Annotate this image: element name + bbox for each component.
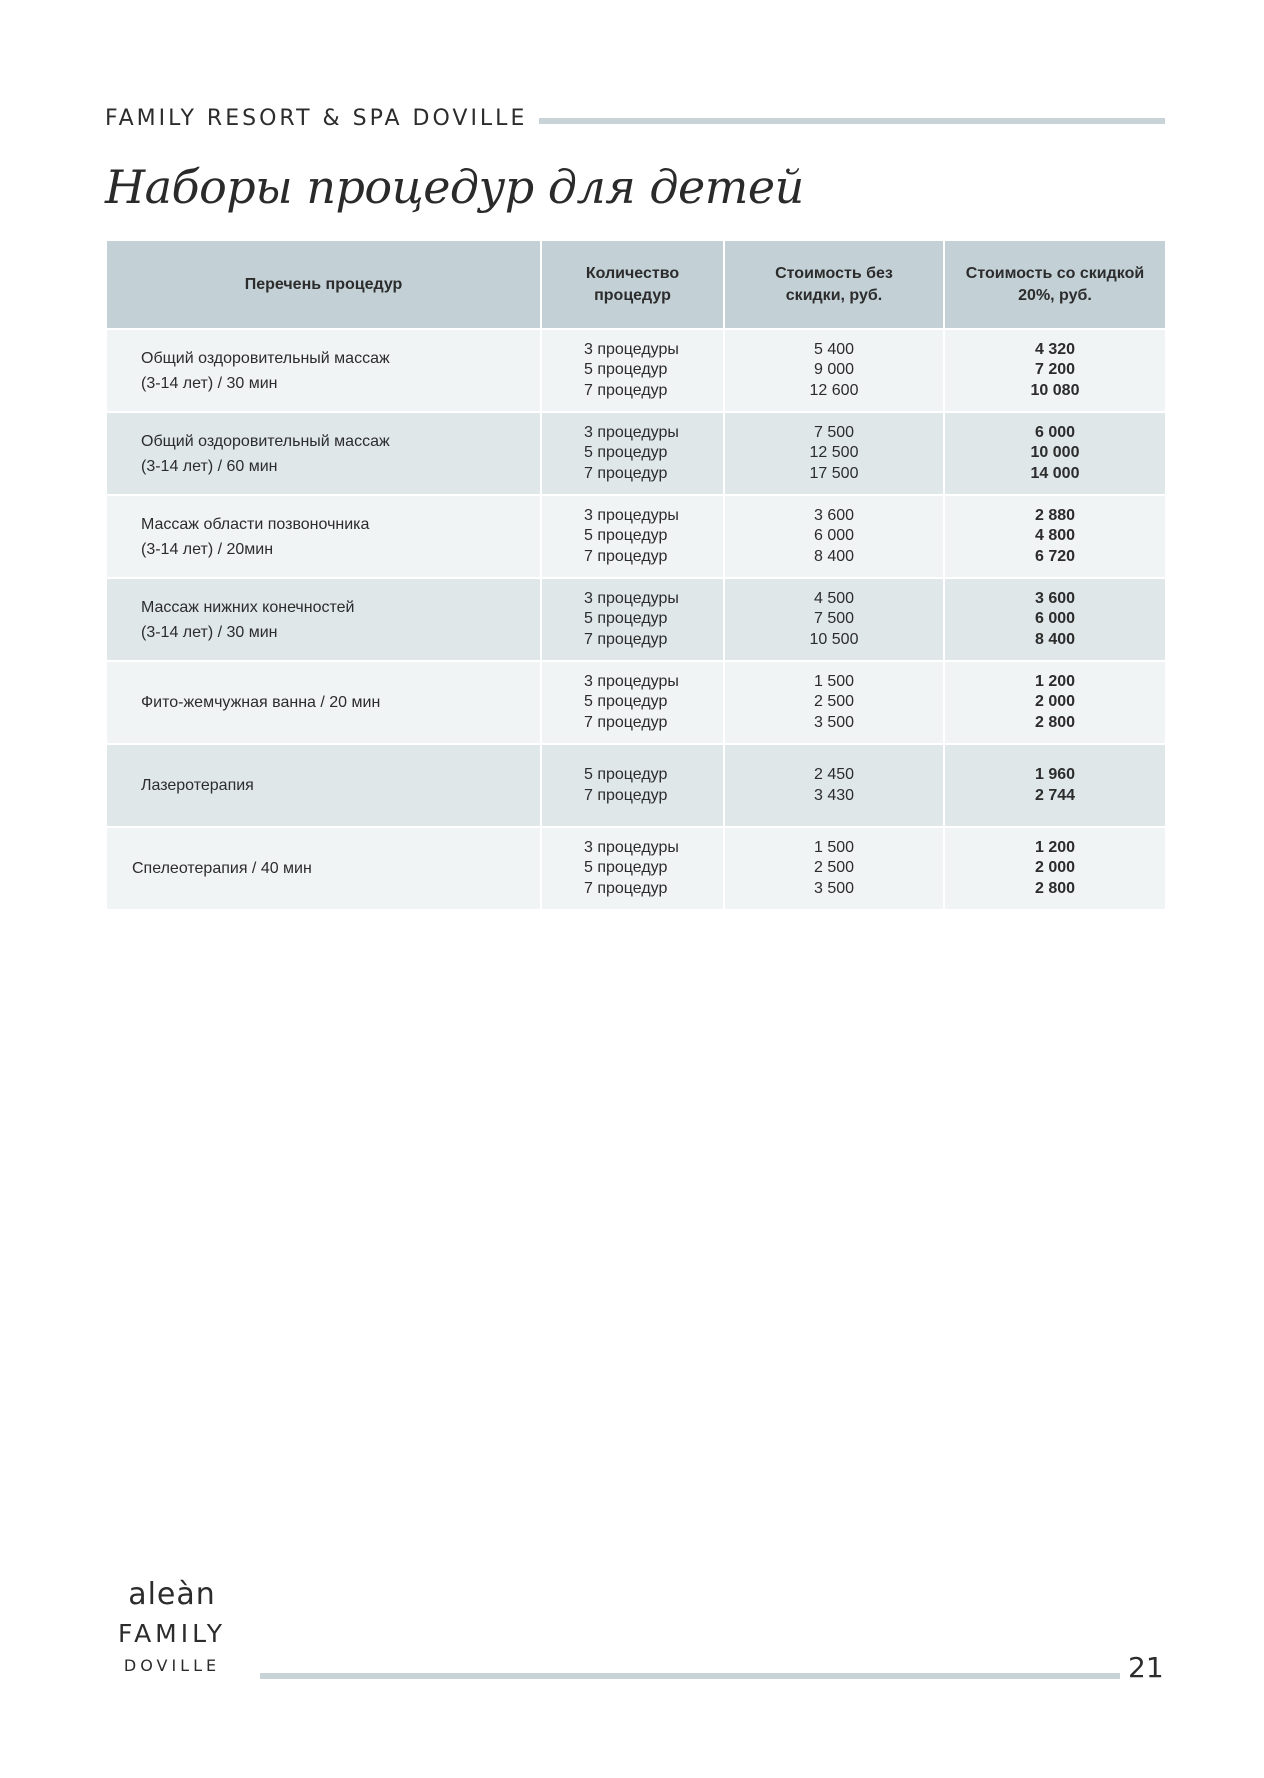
price-regular-line: 8 400 bbox=[813, 547, 855, 565]
procedure-name bbox=[107, 661, 541, 744]
price-regular bbox=[724, 495, 944, 578]
procedure-quantity bbox=[541, 329, 724, 412]
column-header-quantity: Количество процедур bbox=[541, 241, 724, 329]
procedure-quantity bbox=[541, 744, 724, 827]
logo-alean: aleàn bbox=[128, 1577, 216, 1612]
procedure-quantity-line: 3 процедуры bbox=[584, 838, 679, 856]
price-discounted bbox=[944, 578, 1165, 661]
procedure-quantity-line: 5 процедур bbox=[584, 361, 668, 379]
price-discounted-line: 2 744 bbox=[1034, 786, 1076, 804]
procedure-name bbox=[107, 495, 541, 578]
procedure-quantity-line: 7 процедур bbox=[584, 547, 668, 565]
procedure-quantity-line: 7 процедур bbox=[584, 879, 668, 897]
price-regular-line: 5 400 bbox=[813, 340, 855, 358]
price-discounted-line: 6 000 bbox=[1034, 423, 1076, 441]
page-title: Наборы процедур для детей bbox=[105, 160, 804, 214]
table-row bbox=[107, 329, 1165, 412]
price-discounted-line: 1 200 bbox=[1034, 838, 1076, 856]
procedure-name bbox=[107, 412, 541, 495]
price-regular-line: 7 500 bbox=[813, 423, 855, 441]
procedure-quantity-line: 3 процедуры bbox=[584, 506, 679, 524]
procedure-quantity bbox=[541, 412, 724, 495]
footer-logo bbox=[104, 1577, 240, 1679]
procedure-quantity-line: 7 процедур bbox=[584, 786, 668, 804]
procedure-quantity bbox=[541, 495, 724, 578]
price-regular-line: 2 450 bbox=[813, 766, 855, 783]
procedure-quantity bbox=[541, 578, 724, 661]
procedure-quantity-line: 3 процедуры bbox=[584, 672, 679, 690]
price-regular-line: 6 000 bbox=[813, 527, 855, 545]
procedure-name-line: Массаж нижних конечностей bbox=[141, 598, 355, 616]
price-regular-line: 4 500 bbox=[813, 589, 855, 607]
price-discounted bbox=[944, 661, 1165, 744]
price-regular-line: 9 000 bbox=[813, 361, 855, 379]
column-header-discount-price: Стоимость со скидкой 20%, руб. bbox=[944, 241, 1165, 329]
price-discounted-line: 1 960 bbox=[1034, 766, 1076, 783]
price-regular-line: 2 500 bbox=[813, 859, 855, 877]
procedure-name bbox=[107, 744, 541, 827]
procedure-quantity-line: 5 процедур bbox=[584, 527, 668, 545]
price-regular-line: 1 500 bbox=[813, 672, 855, 690]
price-discounted-line: 10 080 bbox=[1030, 381, 1080, 399]
procedure-quantity-line: 7 процедур bbox=[584, 713, 668, 731]
price-regular bbox=[724, 827, 944, 909]
footer-divider bbox=[260, 1673, 1120, 1679]
price-regular-line: 12 600 bbox=[809, 381, 859, 399]
price-discounted-line: 10 000 bbox=[1030, 444, 1080, 462]
price-regular-line: 3 430 bbox=[813, 786, 855, 804]
price-regular-line: 7 500 bbox=[813, 610, 855, 628]
procedure-name-line: (3-14 лет) / 20мин bbox=[141, 540, 274, 558]
price-discounted bbox=[944, 827, 1165, 909]
procedure-name-line: (3-14 лет) / 60 мин bbox=[141, 457, 278, 475]
logo-doville: DOVILLE bbox=[123, 1656, 221, 1675]
price-discounted-line: 2 800 bbox=[1034, 879, 1076, 897]
procedures-table bbox=[107, 241, 1165, 909]
procedure-quantity-line: 5 процедур bbox=[584, 693, 668, 711]
table-row bbox=[107, 578, 1165, 661]
procedure-name bbox=[107, 827, 541, 909]
procedure-quantity-line: 5 процедур bbox=[584, 766, 668, 783]
procedure-quantity-line: 3 процедуры bbox=[584, 340, 679, 358]
header-divider bbox=[539, 118, 1165, 124]
price-regular-line: 12 500 bbox=[809, 444, 859, 462]
price-discounted bbox=[944, 495, 1165, 578]
price-regular-line: 3 600 bbox=[813, 506, 855, 524]
price-regular-line: 2 500 bbox=[813, 693, 855, 711]
procedure-name-line: Общий оздоровительный массаж bbox=[141, 349, 390, 367]
price-regular-line: 3 500 bbox=[813, 879, 855, 897]
price-regular bbox=[724, 412, 944, 495]
price-regular-line: 17 500 bbox=[809, 464, 859, 482]
table-row bbox=[107, 412, 1165, 495]
procedure-quantity-line: 7 процедур bbox=[584, 464, 668, 482]
column-header-price: Стоимость без скидки, руб. bbox=[724, 241, 944, 329]
price-discounted-line: 4 800 bbox=[1034, 527, 1076, 545]
price-discounted-line: 7 200 bbox=[1034, 361, 1076, 379]
table-row bbox=[107, 827, 1165, 909]
price-discounted bbox=[944, 744, 1165, 827]
procedure-name-line: (3-14 лет) / 30 мин bbox=[141, 623, 278, 641]
column-header-procedures: Перечень процедур bbox=[107, 241, 541, 329]
price-regular bbox=[724, 578, 944, 661]
procedure-name-line: Массаж области позвоночника bbox=[141, 515, 370, 533]
price-discounted-line: 2 000 bbox=[1034, 693, 1076, 711]
procedure-name-line: Фито-жемчужная ванна / 20 мин bbox=[141, 694, 381, 711]
procedure-quantity-line: 7 процедур bbox=[584, 381, 668, 399]
header-brand: FAMILY RESORT & SPA DOVILLE bbox=[105, 105, 528, 131]
table-row bbox=[107, 744, 1165, 827]
procedure-name-line: (3-14 лет) / 30 мин bbox=[141, 374, 278, 392]
price-regular bbox=[724, 661, 944, 744]
price-regular bbox=[724, 329, 944, 412]
price-discounted-line: 8 400 bbox=[1034, 630, 1076, 648]
price-regular-line: 3 500 bbox=[813, 713, 855, 731]
page-number: 21 bbox=[1128, 1651, 1164, 1684]
price-discounted bbox=[944, 329, 1165, 412]
price-discounted-line: 2 000 bbox=[1034, 859, 1076, 877]
procedure-quantity-line: 3 процедуры bbox=[584, 589, 679, 607]
table-row bbox=[107, 661, 1165, 744]
procedure-quantity-line: 7 процедур bbox=[584, 630, 668, 648]
procedure-quantity-line: 5 процедур bbox=[584, 444, 668, 462]
table-row bbox=[107, 495, 1165, 578]
procedure-name bbox=[107, 578, 541, 661]
price-discounted-line: 6 720 bbox=[1034, 547, 1076, 565]
procedure-quantity-line: 5 процедур bbox=[584, 859, 668, 877]
table-header-row bbox=[107, 241, 1165, 329]
price-discounted-line: 3 600 bbox=[1034, 589, 1076, 607]
price-regular bbox=[724, 744, 944, 827]
procedure-quantity bbox=[541, 661, 724, 744]
procedure-quantity-line: 5 процедур bbox=[584, 610, 668, 628]
price-discounted-line: 2 800 bbox=[1034, 713, 1076, 731]
price-regular-line: 1 500 bbox=[813, 838, 855, 856]
price-discounted-line: 2 880 bbox=[1034, 506, 1076, 524]
procedure-name-line: Спелеотерапия / 40 мин bbox=[132, 860, 312, 877]
price-discounted-line: 6 000 bbox=[1034, 610, 1076, 628]
price-discounted-line: 4 320 bbox=[1034, 340, 1076, 358]
logo-family: FAMILY bbox=[117, 1619, 226, 1648]
procedure-name-line: Лазеротерапия bbox=[141, 777, 254, 794]
price-discounted-line: 14 000 bbox=[1030, 464, 1080, 482]
price-discounted bbox=[944, 412, 1165, 495]
page-header bbox=[105, 100, 1165, 136]
procedure-name bbox=[107, 329, 541, 412]
procedure-quantity-line: 3 процедуры bbox=[584, 423, 679, 441]
procedure-name-line: Общий оздоровительный массаж bbox=[141, 432, 390, 450]
price-regular-line: 10 500 bbox=[809, 630, 859, 648]
procedure-quantity bbox=[541, 827, 724, 909]
price-discounted-line: 1 200 bbox=[1034, 672, 1076, 690]
